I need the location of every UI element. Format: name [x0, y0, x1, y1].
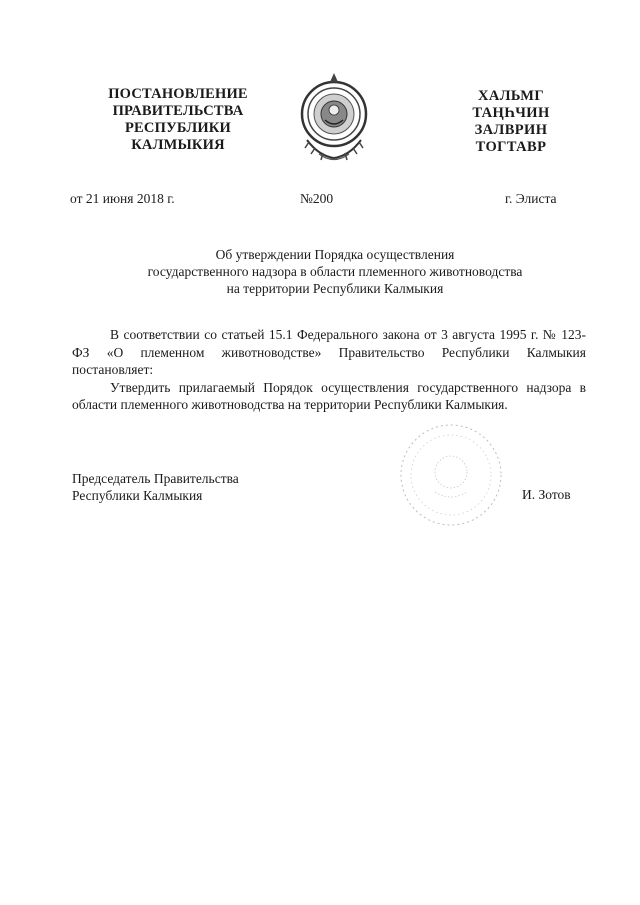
body-paragraph: Утвердить прилагаемый Порядок осуществления государственного надзора в области племенного животноводства на территории Республики Калмыкия. — [72, 379, 586, 412]
header-left-title — [78, 86, 278, 154]
document-city: г. Элиста — [505, 191, 557, 206]
body-paragraph: В соответствии со статьей 15.1 Федерального закона от 3 августа 1995 г. № 123-ФЗ «О племенном животноводстве» Правительство Республики Калмыкия постановляет: — [72, 327, 586, 377]
coat-of-arms-icon — [295, 70, 373, 166]
document-title — [90, 246, 580, 297]
document-body — [72, 326, 586, 414]
document-number: №200 — [300, 191, 334, 206]
title-line: на территории Республики Калмыкия — [226, 281, 444, 296]
seal-stamp-icon — [395, 420, 507, 530]
header-right-line: ЗАЛВРИН — [474, 122, 548, 138]
title-line: государственного надзора в области племенного животноводства — [147, 264, 523, 279]
document-date: от 21 июня 2018 г. — [70, 191, 175, 206]
header-right-title — [436, 88, 586, 156]
header-left-line: КАЛМЫКИЯ — [131, 137, 225, 153]
header-left-line: РЕСПУБЛИКИ — [124, 120, 232, 136]
signatory-position-line: Председатель Правительства — [72, 471, 239, 486]
title-line: Об утверждении Порядка осуществления — [215, 247, 455, 262]
header-right-line: ТОГТАВР — [475, 139, 547, 155]
signatory-position-line: Республики Калмыкия — [72, 488, 203, 503]
header-right-line: ХАЛЬМГ — [477, 88, 545, 104]
signatory-position — [72, 470, 239, 504]
header-right-line: ТАҢҺЧИН — [472, 105, 550, 121]
header-left-line: ПОСТАНОВЛЕНИЕ — [108, 86, 248, 102]
header-left-line: ПРАВИТЕЛЬСТВА — [112, 103, 244, 119]
signatory-name: И. Зотов — [522, 487, 571, 502]
